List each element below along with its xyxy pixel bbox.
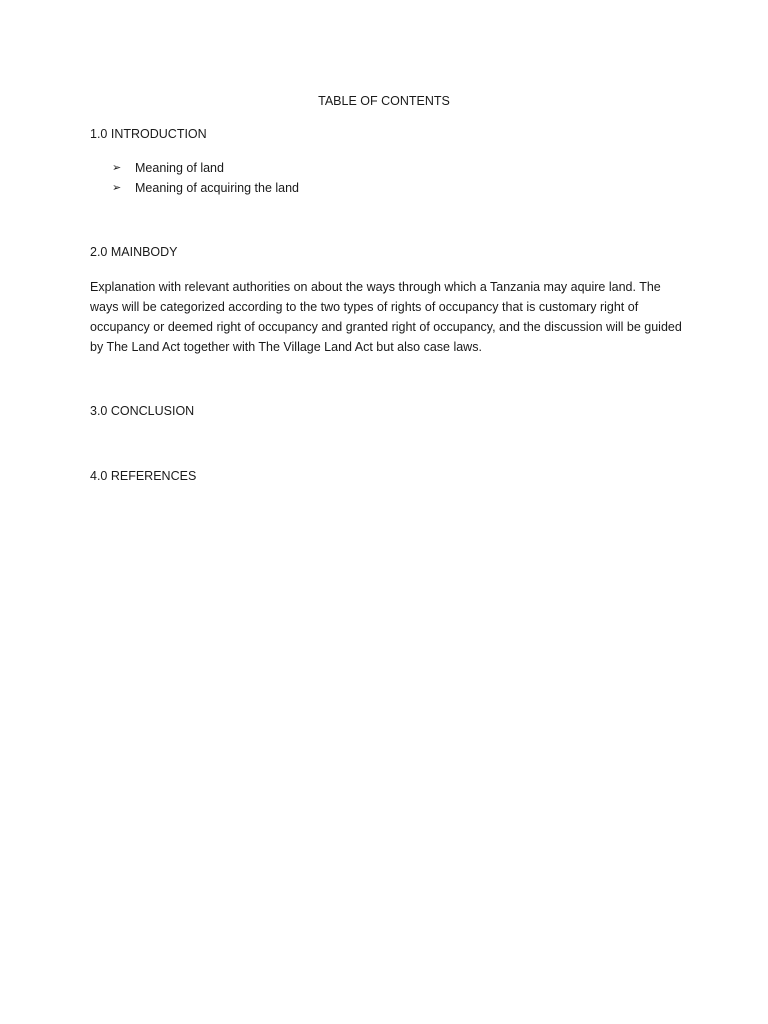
list-item — [112, 160, 299, 180]
document-title: TABLE OF CONTENTS — [318, 94, 450, 108]
list-item-text: Meaning of land — [135, 161, 224, 175]
arrow-bullet-icon: ➢ — [112, 182, 122, 194]
arrow-bullet-icon: ➢ — [112, 162, 122, 174]
section-heading-conclusion: 3.0 CONCLUSION — [90, 404, 195, 418]
section-heading-mainbody: 2.0 MAINBODY — [90, 245, 178, 259]
section-heading-references: 4.0 REFERENCES — [90, 469, 197, 483]
section-heading-introduction: 1.0 INTRODUCTION — [90, 127, 207, 141]
mainbody-paragraph: Explanation with relevant authorities on about the ways through which a Tanzania may aquire land. The ways will be categorized according to the two types of rights of occupancy that is customary right of occupancy or deemed right of occupancy and granted right of occupancy, and the discussion will be guided by The Land Act together with The Village Land Act but also case laws. — [90, 280, 682, 354]
introduction-bullet-list — [112, 160, 299, 200]
list-item-text: Meaning of acquiring the land — [135, 181, 300, 195]
list-item — [112, 180, 299, 200]
